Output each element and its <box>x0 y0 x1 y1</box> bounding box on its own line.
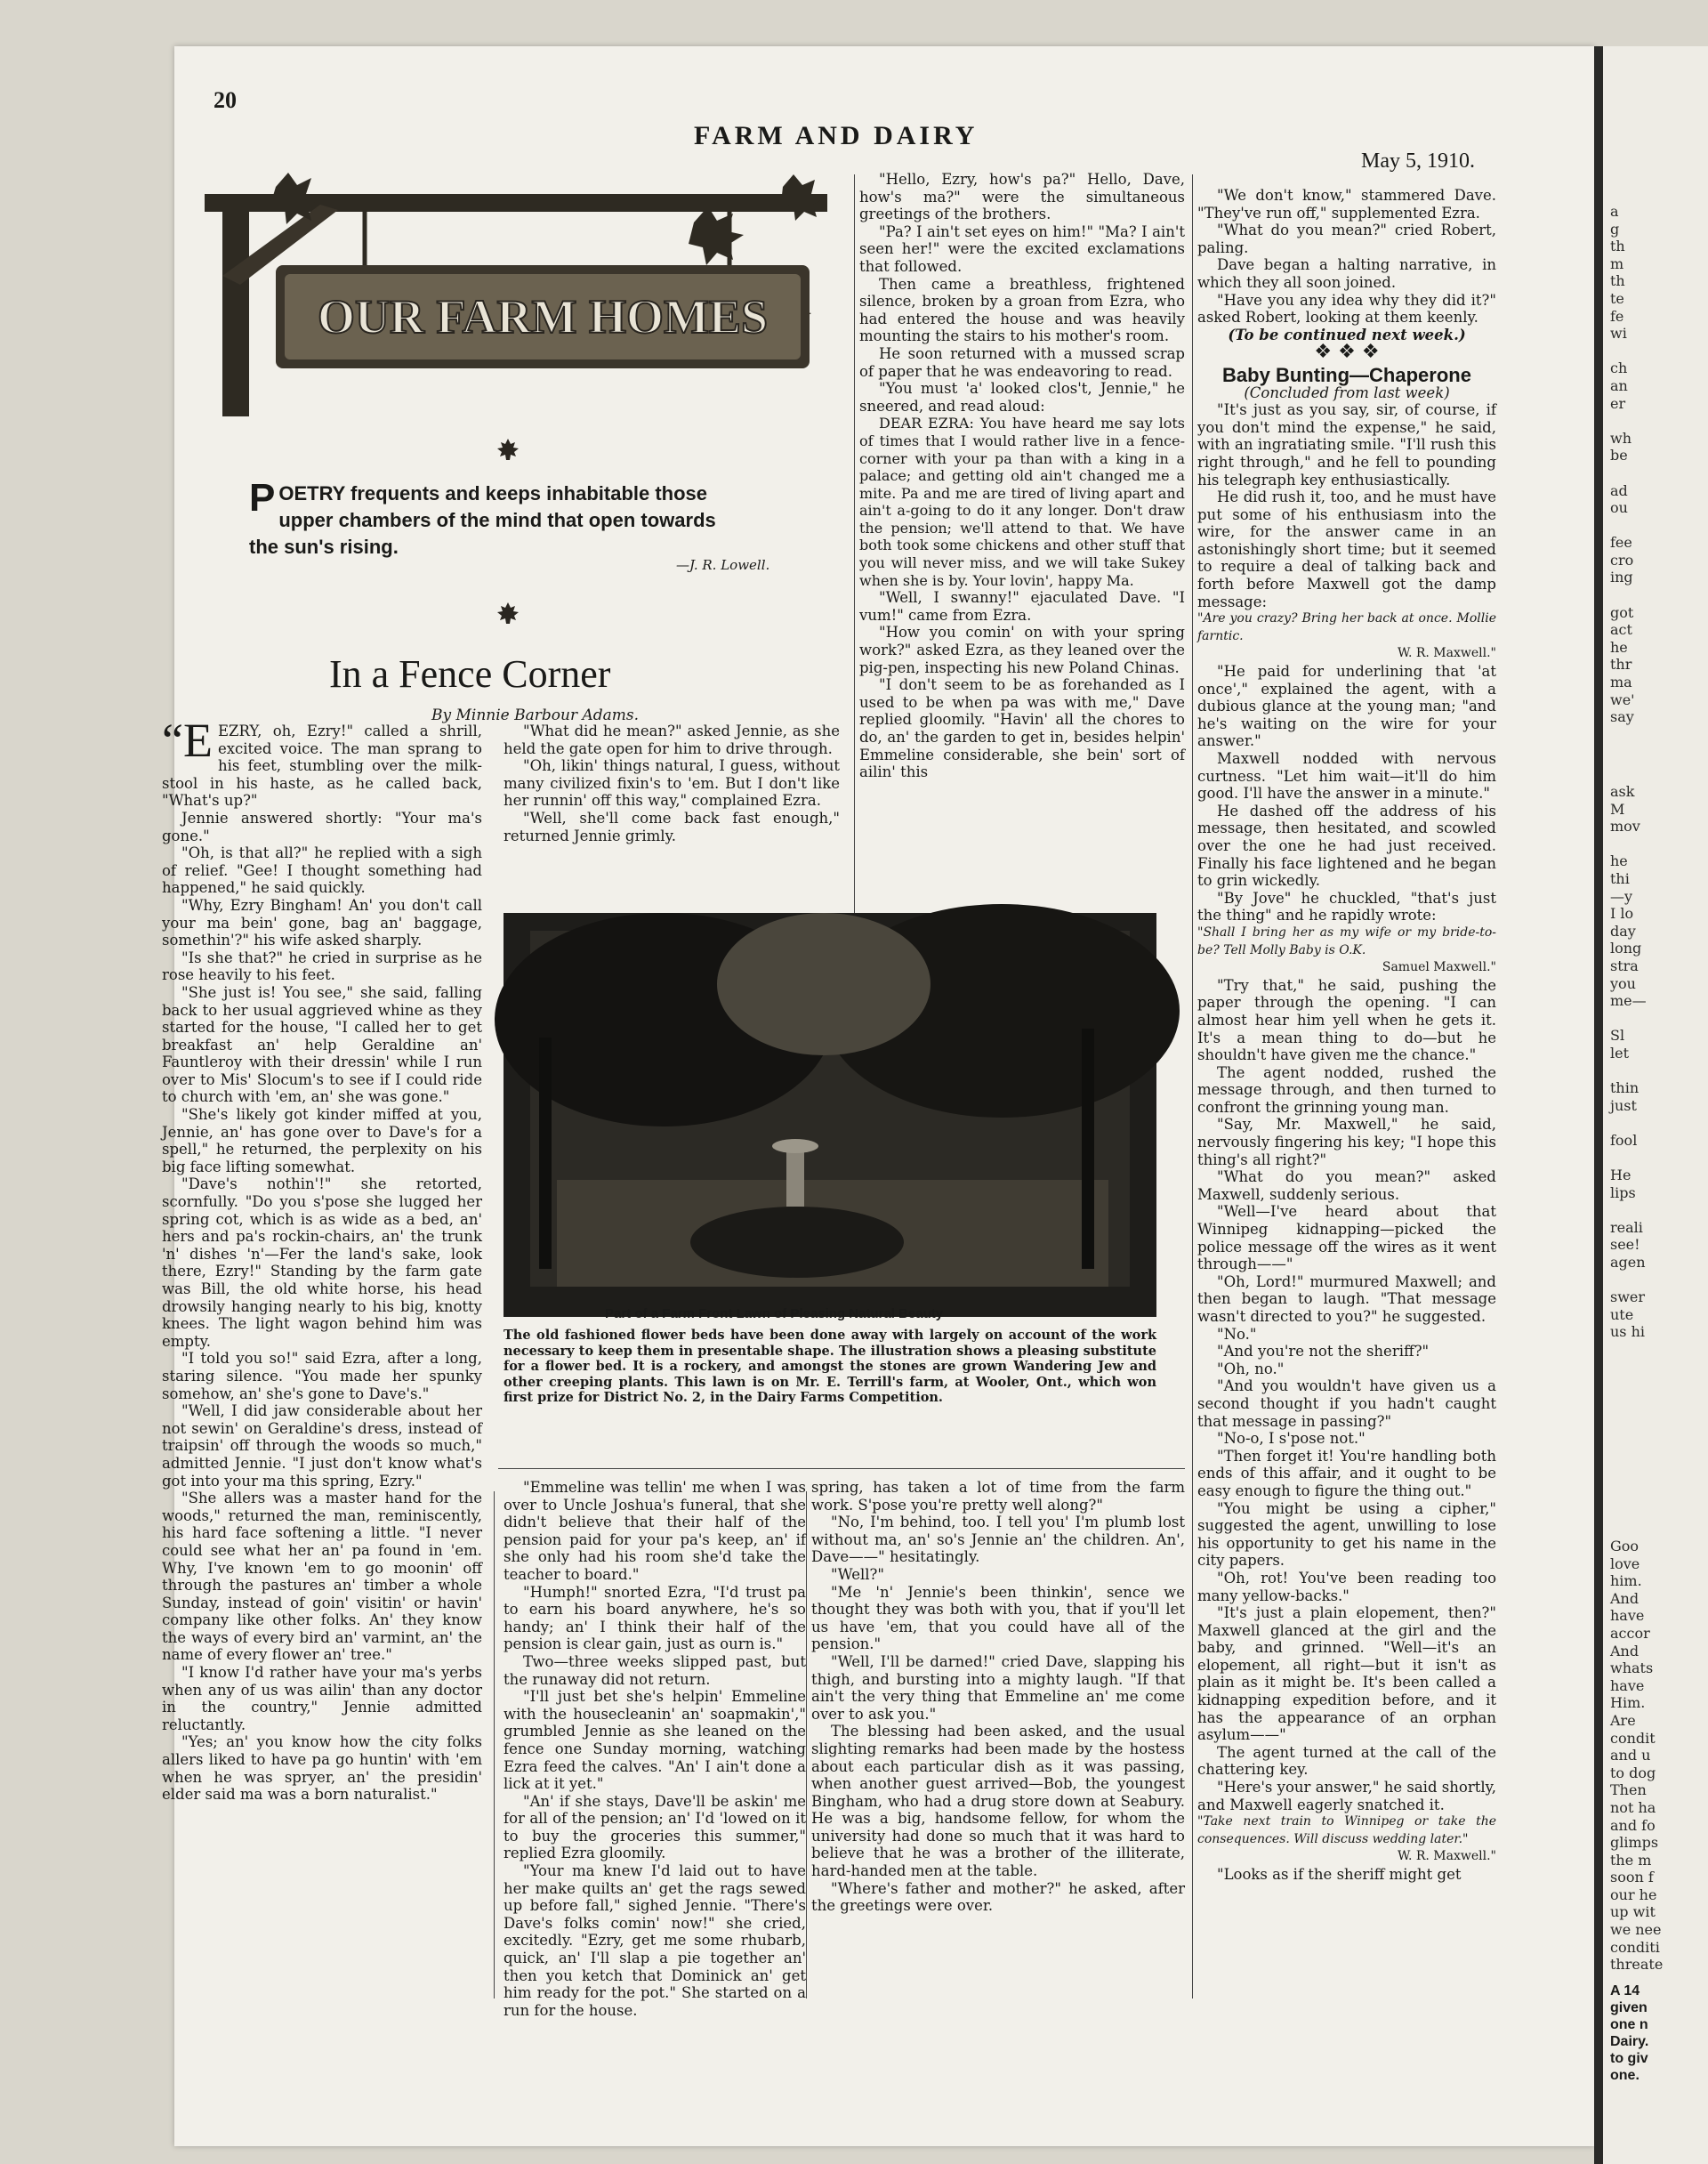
story-paragraph: "She allers was a master hand for the woods," returned the man, reminiscently, his hard face softening a little. "I never could see what her an' pa found in 'em. Why, I've known 'em to go moonin' off through the pastures an' timber a whole Sunday, instead of goin' visitin' or havin' company like other folks. An' they know the ways of every bird an' varmint, an' the name of every flower an' tree." <box>162 1490 482 1664</box>
story-column-1 <box>162 714 482 1995</box>
story-paragraph: "Then forget it! You're handling both ends of this affair, and it ought to be easy enough to figure the thing out." <box>1197 1447 1496 1499</box>
story-paragraph: "We don't know," stammered Dave. "They've run off," supplemented Ezra. <box>1197 187 1496 222</box>
baby-bunting-subtitle: (Concluded from last week) <box>1244 384 1450 401</box>
section-ornament: ❖ ❖ ❖ <box>1314 341 1380 364</box>
story-paragraph: "Here's your answer," he said shortly, and Maxwell eagerly snatched it. <box>1197 1779 1496 1813</box>
story-column-2-top <box>504 723 840 900</box>
story-paragraph: Then came a breathless, frightened silence, broken by a groan from Ezra, who had entered the house and was heavily mounting the stairs to his mother's room. <box>859 275 1185 345</box>
story-paragraph: "Oh, no." <box>1217 1360 1285 1377</box>
story-paragraph: "And you're not the sheriff?" <box>1217 1343 1430 1361</box>
quote-attribution: —J. R. Lowell. <box>676 557 770 573</box>
maple-leaf-icon <box>496 438 520 461</box>
story-paragraph: "It's just a plain elopement, then?" Maxwell glanced at the girl and the baby, and grinned. "Well—it's an elopement, all right—but it isn't as plain as it might be. It's been called a kidnapping expedition before, and it has the appearance of an orphan asylum——" <box>1197 1604 1496 1744</box>
story-paragraph: "Where's father and mother?" he asked, after the greetings were over. <box>811 1879 1185 1915</box>
story-byline: By Minnie Barbour Adams. <box>431 707 640 724</box>
story-paragraph: "She's likely got kinder miffed at you, Jennie, an' has gone over to Dave's for a spell," he returned, the perplexity on his big face lifting somewhat. <box>162 1106 482 1175</box>
story-paragraph: "What did he mean?" asked Jennie, as she held the gate open for him to drive through. <box>504 723 840 757</box>
story-paragraph: Two—three weeks slipped past, but the runaway did not return. <box>504 1652 806 1688</box>
continued-note: (To be continued next week.) <box>1228 326 1466 343</box>
story-paragraph: "Humph!" snorted Ezra, "I'd trust pa to earn his board anywhere, he's so handy; an' I think their half of the pension is clear gain, just as ourn is." <box>504 1583 806 1653</box>
story-paragraph: The blessing had been asked, and the usual slighting remarks had been made by the hostess about each particular dish as it was passing, when another guest arrived—Bob, the youngest Bingham, who had a drug store down at Seabury. He was a big, handsome fellow, for whom the university had done so much that it was hard to believe that he was a brother of the illiterate, hard-handed men at the table. <box>811 1723 1185 1880</box>
story-paragraph: "Why, Ezry Bingham! An' you don't call your ma bein' gone, bag an' baggage, somethin'?" his wife asked sharply. <box>162 896 482 949</box>
story-paragraph: "Well, I swanny!" ejaculated Dave. "I vum!" came from Ezra. <box>859 589 1185 624</box>
story-paragraph: The agent nodded, rushed the message through, and then turned to confront the grinning young man. <box>1197 1063 1496 1116</box>
story-paragraph: "Say, Mr. Maxwell," he said, nervously fingering his key; "I hope this thing's all right?" <box>1197 1116 1496 1168</box>
column-rule <box>854 174 855 913</box>
quote-text: OETRY frequents and keeps inhabitable those upper chambers of the mind that open towards the sun's rising. <box>249 482 716 558</box>
story-paragraph: "I don't seem to be as forehanded as I used to be when pa was with me," Dave replied gloomily. "Havin' all the chores to do, an' the garden to get in, besides helpin' Emmeline considerable, she bein' sort of ailin' this <box>859 676 1185 781</box>
photo-title: Part of a Farm Front Lawn of Pleasing Natural Beauty <box>605 1306 944 1321</box>
story-paragraph: Maxwell nodded with nervous curtness. "Let him wait—it'll do him good. I'll have the answer in a minute." <box>1197 750 1496 803</box>
story-paragraph: "Me 'n' Jennie's been thinkin', sence we thought they was both with you, that if you'll let us have 'em, that you could have all of the pension." <box>811 1583 1185 1653</box>
story-title: In a Fence Corner <box>329 652 611 696</box>
story-paragraph: "Well, I'll be darned!" cried Dave, slapping his thigh, and bursting into a mighty laugh. "If that ain't the very thing that Emmeline an' me come over to ask you." <box>811 1652 1185 1723</box>
story-paragraph: spring, has taken a lot of time from the farm work. S'pose you're pretty well along?" <box>811 1479 1185 1514</box>
telegram-signature: W. R. Maxwell." <box>1398 646 1496 661</box>
telegram-text: "Take next train to Winnipeg or take the consequences. Will discuss wedding later." <box>1197 1814 1496 1846</box>
story-column-3-top <box>859 171 1185 908</box>
story-paragraph: "By Jove" he chuckled, "that's just the thing" and he rapidly wrote: <box>1197 889 1496 925</box>
story-paragraph: "You must 'a' looked clos't, Jennie," he sneered, and read aloud: <box>859 380 1185 415</box>
story-paragraph: "I'll just bet she's helpin' Emmeline with the housecleanin' an' soapmakin'," grumbled Jennie as she leaned on the fence one Sunday morning, watching Ezra feed the calves. "An' I ain't done a lick at it yet." <box>504 1688 806 1793</box>
lowell-quote <box>249 476 747 561</box>
publication-title: FARM AND DAIRY <box>694 121 979 150</box>
story-paragraph: The agent turned at the call of the chattering key. <box>1197 1743 1496 1779</box>
story-paragraph: "Oh, likin' things natural, I guess, without many civilized fixin's to 'em. But I don't like her runnin' off this way," complained Ezra. <box>504 757 840 810</box>
farm-lawn-photo <box>504 913 1156 1317</box>
story-paragraph: "I know I'd rather have your ma's yerbs when any of us was ailin' than any doctor in the country," Jennie admitted reluctantly. <box>162 1664 482 1733</box>
adjacent-page-notice: A 14 given one n Dairy. to giv one. <box>1610 1983 1649 2083</box>
story-paragraph: "Looks as if the sheriff might get <box>1217 1866 1462 1883</box>
story-paragraph: "Your ma knew I'd laid out to have her make quilts an' get the rags sewed up before fall," sighed Jennie. "There's Dave's folks comin' now!" she cried, excitedly. "Ezry, get me some rhubarb, quick, an' I'll slap a pie together an' then you ketch that Dominick an' get him ready for the pot." She started on a run for the house. <box>504 1862 806 2019</box>
story-paragraph: Jennie answered shortly: "Your ma's gone." <box>162 809 482 844</box>
our-farm-homes-banner <box>196 169 845 427</box>
column-rule <box>1192 174 1193 1998</box>
issue-date: May 5, 1910. <box>1361 149 1475 173</box>
story-paragraph: "Well, she'll come back fast enough," returned Jennie grimly. <box>504 809 840 844</box>
maple-leaf-icon <box>496 602 520 625</box>
story-paragraph: "Try that," he said, pushing the paper through the opening. "I can almost hear him yell when he gets it. It's a mean thing to do—but he shouldn't have given me the chance." <box>1197 976 1496 1064</box>
story-paragraph: "Yes; an' you know how the city folks allers liked to have pa go huntin' with 'em when he was spryer, an' the presidin' elder said ma was a born naturalist." <box>162 1733 482 1804</box>
story-paragraph: "What do you mean?" cried Robert, paling. <box>1197 222 1496 256</box>
story-paragraph: "Pa? I ain't set eyes on him!" "Ma? I ain't seen her!" were the excited exclamations that followed. <box>859 222 1185 275</box>
adjacent-page-text: ask M mov he thi —y I lo day long stra you me— Sl let thin just fool He lips reali see! agen swer ute us hi <box>1610 783 1647 1341</box>
story-paragraph: "Hello, Ezry, how's pa?" Hello, Dave, how's ma?" were the simultaneous greetings of the brothers. <box>859 171 1185 223</box>
story-paragraph: "He paid for underlining that 'at once'," explained the agent, with a dubious glance at the young man; "and he's waiting on the wire for your answer." <box>1197 663 1496 750</box>
story-paragraph: "An' if she stays, Dave'll be askin' me for all of the pension; an' I'd 'lowed on it to buy the groceries this summer," replied Ezra gloomily. <box>504 1792 806 1862</box>
story-paragraph: "No, I'm behind, too. I tell you' I'm plumb lost without ma, an' so's Jennie an' the children. An', Dave——" hesitatingly. <box>811 1514 1185 1566</box>
section-rule <box>498 1468 1185 1469</box>
story-paragraph: "Oh, rot! You've been reading too many yellow-backs." <box>1197 1569 1496 1604</box>
story-paragraph: He did rush it, too, and he must have put some of his enthusiasm into the wire, for the answer came in an astonishingly short time; but it seemed to require a deal of talking back and forth before Maxwell got the damp message: <box>1197 489 1496 610</box>
adjacent-page-text: Goo love him. And have accor And whats have Him. Are condit and u to dog Then not ha and fo glimps the m soon f our he up wit we nee conditi threate <box>1610 1538 1664 1974</box>
story-paragraph: "Dave's nothin'!" she retorted, scornfully. "Do you s'pose she lugged her spring cot, which is as wide as a bed, an' hers and pa's rockin-chairs, an' the trunk 'n' dishes 'n'—Fer the land's sake, look there, Ezry!" Standing by the farm gate was Bill, the old white horse, his head drowsily hanging nearly to his big, knotty knees. The light wagon behind him was empty. <box>162 1175 482 1350</box>
story-paragraph: "No-o, I s'pose not." <box>1217 1430 1366 1448</box>
telegram-signature: Samuel Maxwell." <box>1382 960 1496 975</box>
story-paragraph: "Emmeline was tellin' me when I was over to Uncle Joshua's funeral, that she didn't believe that their half of the pension paid for your pa's keep, an' if she only had his room she'd take the teacher to board." <box>504 1479 806 1583</box>
page-gutter <box>1594 46 1603 2164</box>
story-paragraph: "And you wouldn't have given us a second thought if you hadn't caught that message in passing?" <box>1197 1377 1496 1430</box>
baby-bunting-title: Baby Bunting—Chaperone <box>1222 363 1471 386</box>
story-paragraph: "Have you any idea why they did it?" asked Robert, looking at them keenly. <box>1197 291 1496 327</box>
story-column-4 <box>1197 187 1496 2002</box>
story-paragraph: Dave began a halting narrative, in which they all soon joined. <box>1197 256 1496 291</box>
story-paragraph: "Oh, Lord!" murmured Maxwell; and then began to laugh. "That message wasn't directed to you?" he suggested. <box>1197 1272 1496 1325</box>
story-paragraph: "What do you mean?" asked Maxwell, suddenly serious. <box>1197 1168 1496 1203</box>
telegram-signature: W. R. Maxwell." <box>1398 1849 1496 1864</box>
column-rule <box>806 1491 807 1998</box>
story-paragraph: "Is she that?" he cried in surprise as he rose heavily to his feet. <box>162 949 482 984</box>
telegram-text: "Are you crazy? Bring her back at once. Mollie farntic. <box>1197 611 1496 643</box>
story-paragraph: “EEZRY, oh, Ezry!" called a shrill, excited voice. The man sprang to his feet, stumbling over the milk-stool in his haste, as he called back, "What's up?" <box>162 714 482 810</box>
story-column-3-bottom <box>811 1479 1185 1995</box>
photo-caption: The old fashioned flower beds have been done away with largely on account of the work necessary to keep them in presentable shape. The illustration shows a pleasing substitute for a flower bed. It is a rockery, and amongst the stones are grown Wandering Jew and other creeping plants. This lawn is on Mr. E. Terrill's farm, at Wooler, Ont., which won first prize for District No. 2, in the Dairy Farms Competition. <box>504 1328 1156 1405</box>
story-paragraph: "She just is! You see," she said, falling back to her usual aggrieved whine as they started for the house, "I called her to get breakfast an' help Geraldine an' Fauntleroy with their dressin' while I run over to Mis' Slocum's to see if I could ride to church with 'em, an' she was gone." <box>162 983 482 1106</box>
column-rule <box>494 1491 495 1998</box>
story-paragraph: "No." <box>1217 1325 1257 1343</box>
story-paragraph: "Well—I've heard about that Winnipeg kidnapping—picked the police message off the wires as it went through——" <box>1197 1203 1496 1273</box>
banner-sign-text: OUR FARM HOMES <box>318 290 768 343</box>
letter-paragraph: DEAR EZRA: You have heard me say lots of times that I would rather live in a fence-corner with your pa than with a king in a palace; and getting old ain't changed me a mite. Pa and me are tired of living apart and ain't a-going to do it any longer. Don't draw the pension; we'll attend to that. We have both took some chickens and other stuff that you will never miss, and we will take Sukey when she is by. Your lovin', happy Ma. <box>859 415 1185 589</box>
story-paragraph: "I told you so!" said Ezra, after a long, staring silence. "You made her spunky somehow, an' she's gone to Dave's." <box>162 1350 482 1402</box>
story-paragraph: "How you comin' on with your spring work?" asked Ezra, as they leaned over the pig-pen, inspecting his new Poland Chinas. <box>859 624 1185 676</box>
adjacent-page-text: a g th m th te fe wi ch an er wh be ad ou fee cro ing got act he thr ma we' say <box>1610 203 1635 726</box>
page-number: 20 <box>214 87 237 113</box>
story-paragraph: "You might be using a cipher," suggested the agent, unwilling to lose his opportunity to get his name in the city papers. <box>1197 1499 1496 1570</box>
story-paragraph: "It's just as you say, sir, of course, if you don't mind the expense," he said, with an ingratiating smile. "I'll rush this right through," and he fell to pounding his telegraph key enthusiastically. <box>1197 401 1496 489</box>
story-paragraph: "Well?" <box>831 1565 884 1583</box>
quote-drop-letter: P <box>249 476 276 520</box>
story-paragraph: He soon returned with a mussed scrap of paper that he was endeavoring to read. <box>859 344 1185 380</box>
story-paragraph: He dashed off the address of his message, then hesitated, and scowled over the one he had just received. Finally his face lightened and he began to grin wickedly. <box>1197 802 1496 890</box>
telegram-text: "Shall I bring her as my wife or my bride-to-be? Tell Molly Baby is O.K. <box>1197 925 1496 957</box>
story-column-2-bottom <box>504 1479 806 2019</box>
story-paragraph: "Well, I did jaw considerable about her not sewin' on Geraldine's dress, instead of traipsin' off through the woods so much," admitted Jennie. "I just don't know what's got into your ma this spring, Ezry." <box>162 1402 482 1490</box>
story-paragraph: "Oh, is that all?" he replied with a sigh of relief. "Gee! I thought something had happened," he said quickly. <box>162 844 482 897</box>
